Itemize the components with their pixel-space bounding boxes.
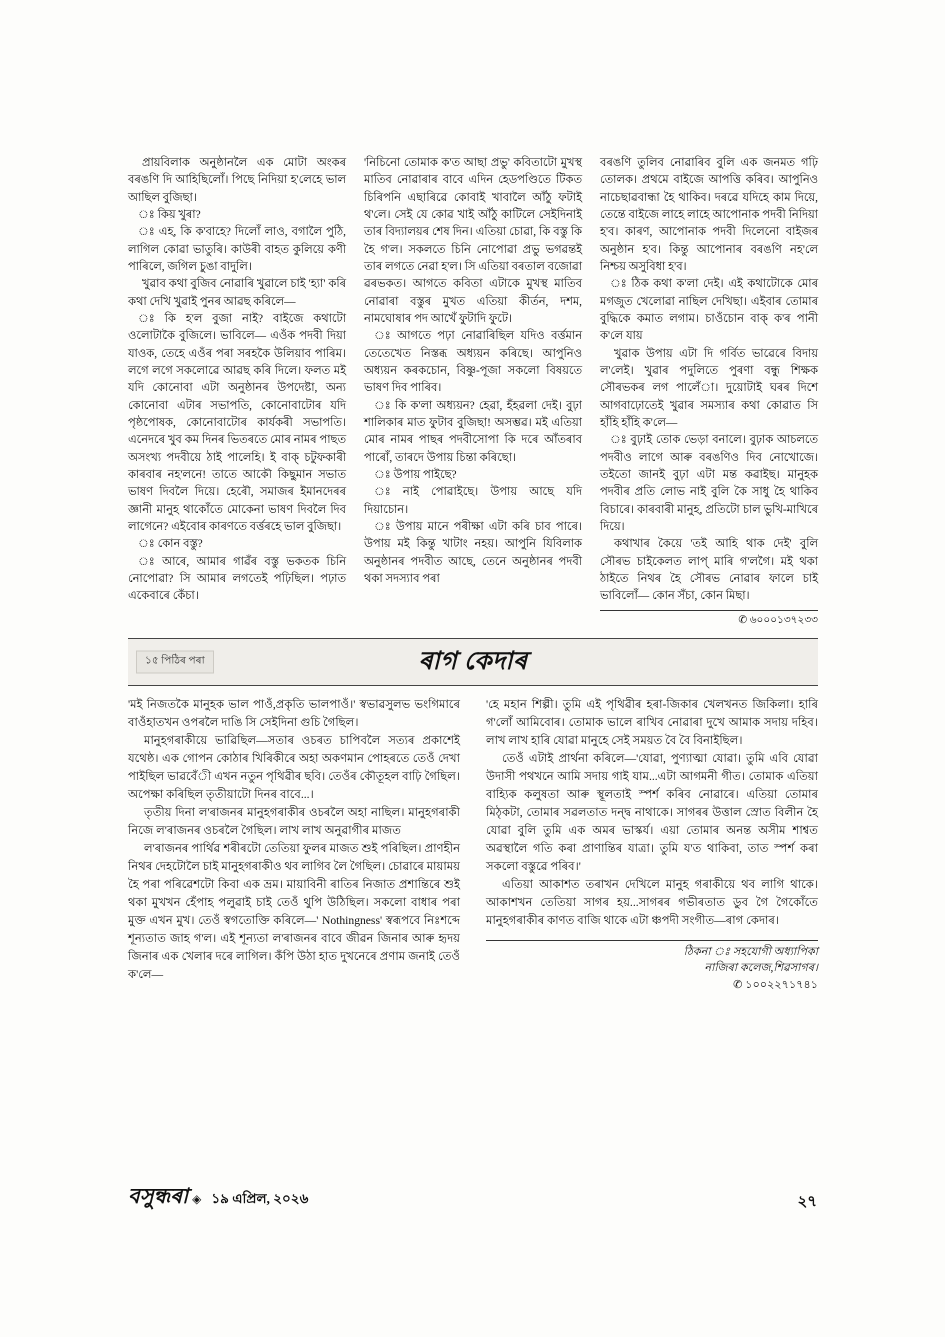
paragraph: খুৱাব কথা বুজিব নোৱাৰি খুৱালে চাই 'হ্যা' কৰি কথা দেখি খুৱাই পুনৰ আৱছ কৰিলে— xyxy=(128,278,346,308)
section-header-band xyxy=(128,638,818,686)
paragraph: ঃ বুঢ়াই তোক ভেড়া বনালে। বুঢ়াক আচলতে পদবীও লাগে আৰু বৰঙণিও দিব নোখোজে। তইতো জানই বুঢ়া এটা মন্ত কৱাইছ। মানুহক পদবীৰ প্ৰতি লোভ নাই বুলি কৈ সাধু হৈ থাকিব বিচাৰে। কাৰবাৰী মানুহ, প্ৰতিটো চাল ভুখি-মাখিৰে দিয়ে। xyxy=(600,434,818,533)
top-article-column-2 xyxy=(364,155,582,588)
page-footer xyxy=(128,1180,817,1215)
paragraph: ঃ কি ক'লা অধ্যয়ন? হেৱা, হঁহৱলা দেই। বুঢ়া শালিকাৰ মাত ফুটাব বুজিছা! অসম্ভৱ। মই এতিয়া মোৰ নামৰ পাছৰ পদবীসোপা কি দৰে আঁতৰাব পাৰোঁ, তাৰদে উপায় চিন্তা কৰিছো। xyxy=(364,399,582,464)
top-article-columns xyxy=(128,155,818,628)
paragraph: ঃ আগতে পঢ়া নোৱাৰিছিল যদিও বৰ্ত্তমান তেতেখেত নিস্তব্ধ অধ্যয়ন কৰিছে। আপুনিও অধ্যয়ন কৰকচোন, বিষ্ণু-পূজা সকলো বিষয়তে ভাষণ দিব পাৰিব। xyxy=(364,330,582,395)
paragraph: 'নিচিনো তোমাক ক'ত আছা প্ৰভু' কবিতাটো মুখস্থ মাতিব নোৱাৰাৰ বাবে এদিন হেডপণ্ডিতে টিকত চিৰিপনি এছাৰিৱে কোবাই খাবালৈ আঁঠু ফটাই থ'লে। সেই যে কোৱ খাই আঁঠু কাটিলে সেইদিনাই তাৰ বিদ্যালয়ৰ শেষ দিন। এতিয়া চোৱা, কি বস্তু কি হৈ গ'ল। সকলতে চিনি নোপোৱা প্ৰভু ভগৱন্তই তাৰ লগতে নেৱা হ'ল। সি এতিয়া বৰতাল বজোৱা ৱৰভকত। আগতে কবিতা এটাকে মুখস্থ মাতিব নোৱাৰা বস্তুৰ মুখত এতিয়া কীৰ্তন, দশম, নামঘোষাৰ পদ আখেঁ ফুটাদি ফুটে। xyxy=(364,157,582,325)
paragraph: ঃ উপায় পাইছে? xyxy=(374,468,457,481)
bottom-article-column-2 xyxy=(486,696,818,992)
paragraph: 'হে মহান শিল্পী। তুমি এই পৃথিৱীৰ হৰা-জিকাৰ খেলখনত জিকিলা। হাৰি গ'লোঁ আমিবোৰ। তোমাক ভালে ৰাখিব নোৱাৰা দুখে আমাক সদায় দহিব। লাখ লাখ হাৰি যোৱা মানুহে সেই সময়ত বৈ বৈ বিনাইছিল। xyxy=(486,698,818,748)
paragraph: তেওঁ এটাই প্ৰাৰ্থনা কৰিলে—'যোৱা, পুণ্যাত্মা যোৱা। তুমি এবি যোৱা উদাসী পথখনে আমি সদায় গাই যাম...এটা আগমনী গীত। তোমাক এতিয়া বাহ্যিক কলুষতা আৰু স্থূলতাই স্পৰ্শ কৰিব নোৱাৰে। এতিয়া তোমাৰ মিঠৃকটা, তোমাৰ সৱলতাত দন্দ্ব নাথাকে। সাগৰৰ উত্তাল স্ৰোত বিলীন হৈ যোৱা বুলি তুমি এক অমৰ ভাস্কৰ্য। এয়া তোমাৰ অনন্ত অসীম শাশ্বত অৱস্থালৈ গতি কৰা প্ৰাণান্তিৰ যাত্ৰা। তুমি য'ত থাকিবা, তাত স্পৰ্শ কৰা সকলো বস্তুৱে পৰিব।' xyxy=(486,752,818,874)
section-title: ৰাগ কেদাৰ xyxy=(418,647,528,675)
page-content xyxy=(128,155,818,993)
byline-phone: ✆ ১০০২২৭১৭৪১ xyxy=(733,978,818,991)
paragraph: ঃ নাই পোৱাইছে। উপায় আছে যদি দিয়াচোন। xyxy=(364,486,582,516)
bottom-article-column-1 xyxy=(128,696,460,984)
continued-from-label: ১৫ পিঠিৰ পৰা xyxy=(136,651,214,674)
author-contact-top xyxy=(600,610,818,629)
paragraph: এতিয়া আকাশত তৰাখন দেখিলে মানুহ গৰাকীয়ে থব লাগি থাকে। আকাশখন তেতিয়া সাগৰ হয়...সাগৰৰ গভীৰতাত ডুব গৈ গৈকোঁতে মানুহগৰাকীৰ কাণত বাজি থাকে এটা ঞ্চপদী সংগীত—ৰাগ কেদাৰ। xyxy=(486,878,818,928)
diamond-icon: ◈ xyxy=(192,1191,202,1206)
paragraph: ঃ উপায় মানে পৰীক্ষা এটা কৰি চাব পাৰে। উপায় মই কিন্তু খাটাং নহয়। আপুনি যিবিলাক অনুষ্ঠানৰ পদবীত আছে, তেনে অনুষ্ঠানৰ পদবী থকা সদস্যাব পৰা xyxy=(364,520,582,585)
paragraph: ঃ কোন বস্তু? xyxy=(138,538,203,551)
top-article-column-1 xyxy=(128,155,346,606)
paragraph: ঃ এহ, কি ক'বাহে? দিলোঁ লাও, বগালৈ পুঠি, লাগিল কোৱা ভাতুৰি। কাউৰী বাহত কুলিয়ে কণী পাৰিলে, জগিল চুঙা বাদুলি। xyxy=(128,226,346,273)
phone-number: ✆ ৬০০০১৩৭২৩৩ xyxy=(738,614,818,626)
paragraph: ল'ৰাজনৰ পাৰ্থিৱ শৰীৰটো তেতিয়া ফুলৰ মাজত শুই পৰিছিল। প্ৰাণহীন নিথৰ দেহটোলৈ চাই মানুহগৰাকীও থব লাগিব লৈ গৈছিল। চোৱাৰে মায়াময় হৈ পৰা পৰিৱেশটো কিবা এক ভ্ৰম। মায়াবিনী ৰাতিৰ নিজাত প্ৰশান্তিৰে শুই থকা মুখখন হেঁপাহ পলুৱাই চাই তেওঁ থুপি উঠিছিল। সকলো বাধাৰ পৰা মুক্ত এখন মুখ। তেওঁ স্বগতোক্তি কৰিলে—' Nothingness' স্বৰূপবে নিঃশব্দে শূন্যতাত জাহ গ'ল। এই শূন্যতা ল'ৰাজনৰ বাবে জীৱন জিনাৰ আৰু হৃদয় জিনাৰ এক খেলাৰ দৰে লাগিল। কঁপি উঠা হাত দুখনেৰে প্ৰণাম জনাই তেওঁ ক'লে— xyxy=(128,842,460,982)
masthead-title: বসুন্ধৰা xyxy=(128,1184,189,1208)
bottom-article-columns xyxy=(128,696,818,992)
paragraph: 'মই নিজতকৈ মানুহক ভাল পাওঁ,প্ৰকৃতি ভালপাওঁ।' স্বভাৱসুলভ ভংগিমাৰে বাওঁহাতখন ওপৰলৈ দাঙি সি সেইদিনা গুচি গৈছিল। xyxy=(128,698,460,730)
paragraph: ঃ ঠিক কথা ক'লা দেই। এই কথাটোকে মোৰ মগজুত খেলোৱা নাছিল দেখিছা। এইবাৰ তোমাৰ বুদ্ধিকে কমাত লগাম। চাওঁচোন বাক্ ক'ৰ পানী ক'লে যায় xyxy=(600,278,818,343)
author-byline xyxy=(486,940,818,993)
top-article-column-3 xyxy=(600,155,818,628)
paragraph: কথাখাৰ কৈয়ে 'তই আহি থাক দেই' বুলি সৌৰভ চাইকেলত লাপ্ মাৰি গ'লগৈ। মই থকা ঠাইতে নিথৰ হৈ সৌৰভ নোৱাৰ ফালে চাই ভাবিলোঁ— কোন সঁচা, কোন মিছা। xyxy=(600,538,818,603)
paragraph: ঃ কিয় খুৰা? xyxy=(138,208,201,221)
paragraph: বৰঙণি তুলিব নোৱাৰিব বুলি এক জনমত গঢ়ি তোলক। প্ৰথমে বাইজে আপত্তি কৰিব। আপুনিও নাচেছাৱবান্ধা হৈ থাকিব। দৰৱে যদিহে কাম দিয়ে, তেন্তে বাইজে লাহে লাহে আপোনাক পদবী নিদিয়া হ'ব। কাৰণ, আপোনাক পদবী দিলেনো বাইজৰ অনুষ্ঠান হ'ব। কিন্তু আপোনাৰ বৰঙণি নহ'লে নিশ্চয় অসুবিধা হ'ব। xyxy=(600,157,818,273)
paragraph: তৃতীয় দিনা ল'ৰাজনৰ মানুহগৰাকীৰ ওচৰলৈ অহা নাছিল। মানুহগৰাকী নিজে ল'ৰাজনৰ ওচৰলৈ গৈছিল। লাখ লাখ অনুৱাগীৰ মাজত xyxy=(128,806,460,838)
issue-date: ১৯ এপ্ৰিল, ২০২৬ xyxy=(211,1191,309,1206)
footer-left xyxy=(128,1180,308,1215)
paragraph: প্ৰায়বিলাক অনুষ্ঠানলৈ এক মোটা অংকৰ বৰঙণি দি আহিছিলোঁ। পিছে নিদিয়া হ'লেহে ভাল আছিল বুজিছা। xyxy=(128,157,346,204)
paragraph: ঃ কি হ'ল বুজা নাই? বাইজে কথাটো ওলোটাকৈ বুজিলে। ভাবিলে— এওঁক পদবী দিয়া যাওক, তেহে এওঁৰ পৰা সৰহকৈ উলিয়াব পাৰিম। লগে লগে সকলোৱে আৱছ কৰি দিলে। ফলত মই যদি কোনোবা এটা অনুষ্ঠানৰ উপদেষ্টা, অন্য কোনোবা এটাৰ সভাপতি, কোনোবাটোৰ যদি পৃষ্ঠপোষক, কোনোবাটোৰ কাৰ্যকৰী সভাপতি। এনেদৰে খুব কম দিনৰ ভিতৰতে মোৰ নামৰ পাছত অসংখ্য পদবীয়ে ঠাই পালেহি। ই বাক্ চটুফকাৰী কাৰবাৰ নহ'লনে! তাতে আকৌ কিছুমান সভাত ভাষণ দিবলৈ দিয়ে। হেৰৌ, সমাজৰ ইমানদেৰৰ জ্ঞানী মানুহ থাকোঁতে মোকেনা ভাষণ দিবলৈ দিব লাগেনে? এইবোৰ কাৰণতে বৰ্ত্তৰহে ভাল বুজিছা। xyxy=(128,312,346,533)
paragraph: খুৱাক উপায় এটা দি গৰ্বিত ভাৱেৰে বিদায় ল'লেই। খুৱাৰ পদুলিতে পুৰণা বন্ধু শিক্ষক সৌৰভকৰ লগ পালেঁা। দুয়োটাই ঘৰৰ দিশে আগবাঢ়োতেই খুৱাৰ সমস্যাৰ কথা কোৱাত সি হাঁহি হাঁহি ক'লে— xyxy=(600,347,818,429)
page-number: ২৭ xyxy=(797,1194,817,1210)
byline-line-1: ঠিকনা ঃ সহযোগী অধ্যাপিকা xyxy=(683,946,818,959)
paragraph: মানুহগৰাকীয়ে ভাৱিছিল—সতাৰ ওচৰত চাপিবলৈ সত্যৰ প্ৰকাশেই যথেষ্ঠ। এক গোপন কোঠাৰ খিৰিকীৰে অহা অকণমান পোহৰতে তেওঁ দেখা পাইছিল ভাৱবেঁী এখন নতুন পৃথিৱীৰ ছবি। তেওঁৰ কৌতূহল বাঢ়ি গৈছিল। অপেক্ষা কৰিছিল তৃতীয়াটো দিনৰ বাবে...। xyxy=(128,734,460,802)
paragraph: ঃ আৰে, আমাৰ গাৱঁৰ বস্তু ভকতক চিনি নোপোৱা? সি আমাৰ লগতেই পঢ়িছিল। পঢ়াত একেবাৰে কেঁচা। xyxy=(128,555,346,603)
byline-line-2: নাজিৰা কলেজ,শিৱসাগৰ। xyxy=(704,962,818,975)
